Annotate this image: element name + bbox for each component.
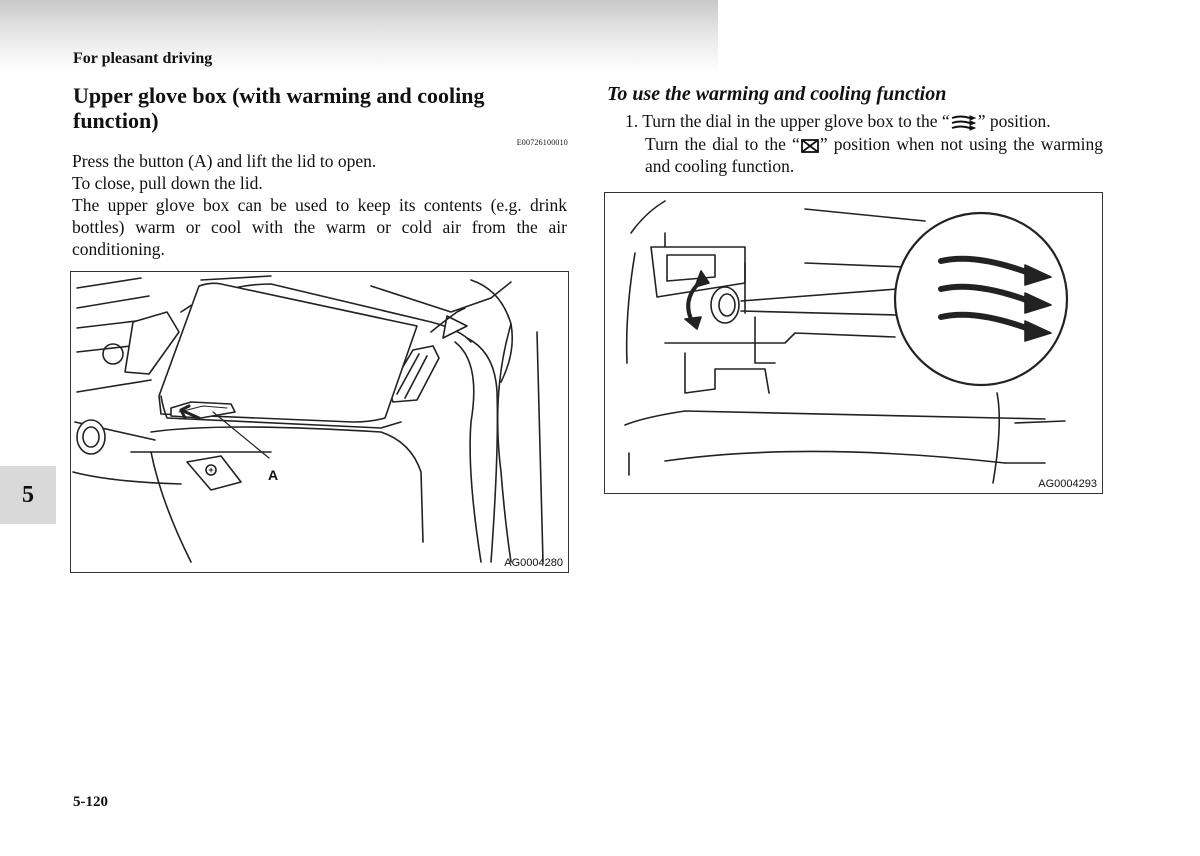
instruction-step (625, 110, 1103, 177)
step-number: 1. (625, 111, 639, 131)
paragraph-open: Press the button (A) and lift the lid to open. (72, 151, 377, 171)
figure-code: AG0004280 (504, 557, 563, 569)
paragraph-close: To close, pull down the lid. (72, 173, 263, 193)
dial-illustration (604, 192, 1103, 494)
section-title: Upper glove box (with warming and cooling function) (73, 83, 485, 133)
paragraph-description: The upper glove box can be used to keep its contents (e.g. drink bottles) warm or cool with the warm or cold air from the air conditioning. (72, 195, 567, 259)
body-text (72, 150, 567, 260)
subsection-title: To use the warming and cooling function (607, 83, 947, 105)
step-line1-before: Turn the dial in the upper glove box to the “ (642, 111, 950, 131)
section-label: For pleasant driving (73, 50, 213, 67)
chapter-tab: 5 (0, 466, 56, 524)
page-number: 5-120 (73, 794, 108, 810)
glove-box-illustration (70, 271, 569, 573)
step-line1-after: ” position. (977, 111, 1051, 131)
reference-code: E00726100010 (516, 138, 568, 147)
step-line2-after: ” position when not using the warming and cooling function. (645, 134, 1103, 176)
step-line2-before: Turn the dial to the “ (645, 134, 800, 154)
figure-code: AG0004293 (1038, 478, 1097, 490)
callout-label-a: A (268, 467, 279, 483)
off-closed-icon (800, 138, 820, 154)
warm-cool-airflow-icon (950, 114, 978, 132)
